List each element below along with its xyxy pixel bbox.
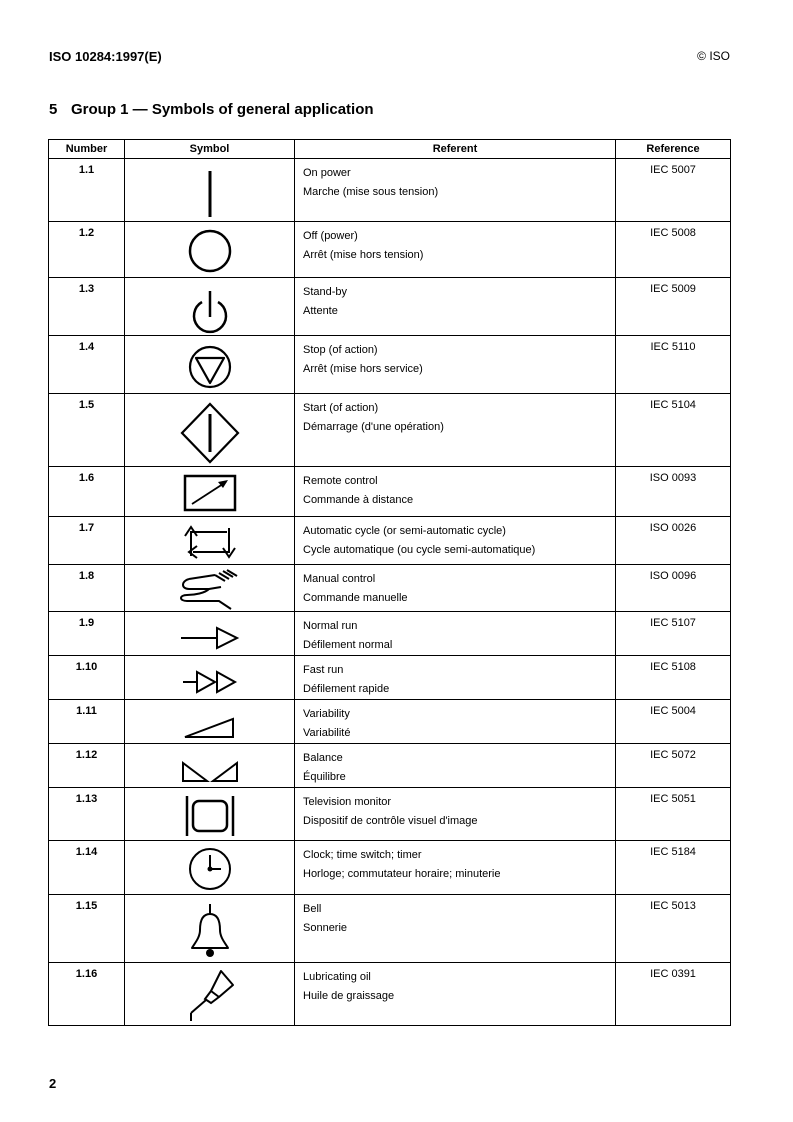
- table-row: [49, 612, 731, 656]
- section-number: 5: [49, 101, 58, 118]
- clock-icon: [180, 844, 240, 894]
- row-number: 1.7: [49, 517, 125, 565]
- referent-en: Lubricating oil: [303, 971, 371, 983]
- referent-fr: Commande manuelle: [303, 592, 408, 604]
- column-header-referent: Referent: [295, 140, 616, 159]
- referent-cell: [295, 336, 616, 394]
- off-power-icon: [180, 225, 240, 277]
- referent-cell: [295, 841, 616, 895]
- page-number: 2: [49, 1076, 57, 1091]
- symbol-cell: [125, 394, 295, 467]
- on-power-icon: [180, 165, 240, 221]
- table-row: [49, 788, 731, 841]
- referent-fr: Démarrage (d'une opération): [303, 421, 444, 433]
- referent-en: Automatic cycle (or semi-automatic cycle): [303, 525, 506, 537]
- referent-fr: Commande à distance: [303, 494, 414, 506]
- reference-cell: IEC 5009: [616, 278, 731, 336]
- table-row: [49, 222, 731, 278]
- row-number: 1.15: [49, 895, 125, 963]
- table-row: [49, 744, 731, 788]
- referent-en: Balance: [303, 752, 343, 764]
- row-number: 1.13: [49, 788, 125, 841]
- table-row: [49, 700, 731, 744]
- row-number: 1.10: [49, 656, 125, 700]
- referent-fr: Arrêt (mise hors tension): [303, 249, 424, 261]
- referent-en: Remote control: [303, 475, 378, 487]
- referent-fr: Huile de graissage: [303, 990, 395, 1002]
- symbol-cell: [125, 744, 295, 788]
- referent-fr: Équilibre: [303, 771, 346, 783]
- bell-icon: [180, 900, 240, 962]
- remote-control-icon: [180, 472, 240, 516]
- referent-cell: [295, 394, 616, 467]
- row-number: 1.8: [49, 565, 125, 612]
- normal-run-icon: [175, 621, 245, 655]
- referent-en: Variability: [303, 708, 350, 720]
- symbol-cell: [125, 336, 295, 394]
- automatic-cycle-icon: [179, 520, 241, 564]
- row-number: 1.2: [49, 222, 125, 278]
- balance-icon: [175, 755, 245, 787]
- table-header-row: [49, 140, 731, 159]
- symbol-cell: [125, 700, 295, 744]
- referent-fr: Sonnerie: [303, 922, 348, 934]
- row-number: 1.3: [49, 278, 125, 336]
- row-number: 1.14: [49, 841, 125, 895]
- row-number: 1.12: [49, 744, 125, 788]
- table-row: [49, 963, 731, 1026]
- column-header-reference: Reference: [616, 140, 731, 159]
- referent-en: On power: [303, 167, 351, 179]
- referent-cell: [295, 612, 616, 656]
- row-number: 1.16: [49, 963, 125, 1026]
- referent-fr: Arrêt (mise hors service): [303, 363, 423, 375]
- row-number: 1.9: [49, 612, 125, 656]
- referent-cell: [295, 278, 616, 336]
- symbol-cell: [125, 159, 295, 222]
- reference-cell: ISO 0093: [616, 467, 731, 517]
- reference-cell: IEC 0391: [616, 963, 731, 1026]
- symbol-cell: [125, 565, 295, 612]
- symbol-cell: [125, 612, 295, 656]
- copyright-notice: © ISO: [697, 49, 730, 63]
- referent-fr: Horloge; commutateur horaire; minuterie: [303, 868, 501, 880]
- referent-cell: [295, 656, 616, 700]
- reference-cell: ISO 0096: [616, 565, 731, 612]
- referent-cell: [295, 565, 616, 612]
- fast-run-icon: [175, 665, 245, 699]
- referent-en: Bell: [303, 903, 322, 915]
- referent-fr: Dispositif de contrôle visuel d'image: [303, 815, 478, 827]
- reference-cell: IEC 5051: [616, 788, 731, 841]
- table-row: [49, 394, 731, 467]
- table-row: [49, 336, 731, 394]
- referent-cell: [295, 963, 616, 1026]
- stop-icon: [180, 341, 240, 393]
- lubricating-oil-icon: [175, 965, 245, 1025]
- television-monitor-icon: [179, 792, 241, 840]
- referent-cell: [295, 159, 616, 222]
- table-row: [49, 467, 731, 517]
- referent-fr: Variabilité: [303, 727, 351, 739]
- referent-cell: [295, 700, 616, 744]
- table-row: [49, 841, 731, 895]
- row-number: 1.11: [49, 700, 125, 744]
- symbol-cell: [125, 222, 295, 278]
- column-header-symbol: Symbol: [125, 140, 295, 159]
- reference-cell: IEC 5013: [616, 895, 731, 963]
- referent-fr: Défilement rapide: [303, 683, 390, 695]
- referent-en: Clock; time switch; timer: [303, 849, 422, 861]
- referent-en: Manual control: [303, 573, 376, 585]
- document-id: ISO 10284:1997(E): [49, 49, 162, 64]
- reference-cell: IEC 5008: [616, 222, 731, 278]
- referent-en: Off (power): [303, 230, 358, 242]
- symbol-cell: [125, 467, 295, 517]
- referent-cell: [295, 467, 616, 517]
- table-row: [49, 159, 731, 222]
- section-heading: [49, 101, 374, 118]
- reference-cell: IEC 5107: [616, 612, 731, 656]
- symbols-table: [48, 139, 731, 1026]
- reference-cell: IEC 5104: [616, 394, 731, 467]
- reference-cell: IEC 5072: [616, 744, 731, 788]
- reference-cell: IEC 5110: [616, 336, 731, 394]
- table-row: [49, 656, 731, 700]
- symbol-cell: [125, 517, 295, 565]
- symbol-cell: [125, 656, 295, 700]
- referent-cell: [295, 895, 616, 963]
- variability-icon: [175, 711, 245, 743]
- referent-en: Start (of action): [303, 402, 379, 414]
- manual-control-icon: [175, 567, 245, 611]
- reference-cell: IEC 5108: [616, 656, 731, 700]
- referent-fr: Attente: [303, 305, 338, 317]
- reference-cell: IEC 5007: [616, 159, 731, 222]
- start-icon: [175, 400, 245, 466]
- standby-icon: [180, 283, 240, 335]
- referent-en: Stop (of action): [303, 344, 378, 356]
- section-title: Group 1 — Symbols of general application: [71, 101, 374, 118]
- symbol-cell: [125, 278, 295, 336]
- referent-fr: Défilement normal: [303, 639, 393, 651]
- row-number: 1.6: [49, 467, 125, 517]
- row-number: 1.5: [49, 394, 125, 467]
- row-number: 1.4: [49, 336, 125, 394]
- symbol-cell: [125, 788, 295, 841]
- table-row: [49, 278, 731, 336]
- referent-en: Normal run: [303, 620, 358, 632]
- table-row: [49, 517, 731, 565]
- reference-cell: IEC 5004: [616, 700, 731, 744]
- reference-cell: ISO 0026: [616, 517, 731, 565]
- reference-cell: IEC 5184: [616, 841, 731, 895]
- row-number: 1.1: [49, 159, 125, 222]
- referent-fr: Cycle automatique (ou cycle semi-automatique): [303, 544, 536, 556]
- column-header-number: Number: [49, 140, 125, 159]
- referent-cell: [295, 517, 616, 565]
- symbol-cell: [125, 895, 295, 963]
- referent-cell: [295, 744, 616, 788]
- symbol-cell: [125, 963, 295, 1026]
- referent-fr: Marche (mise sous tension): [303, 186, 439, 198]
- table-row: [49, 565, 731, 612]
- referent-en: Stand-by: [303, 286, 348, 298]
- referent-cell: [295, 222, 616, 278]
- referent-en: Television monitor: [303, 796, 392, 808]
- symbol-cell: [125, 841, 295, 895]
- table-row: [49, 895, 731, 963]
- referent-en: Fast run: [303, 664, 344, 676]
- referent-cell: [295, 788, 616, 841]
